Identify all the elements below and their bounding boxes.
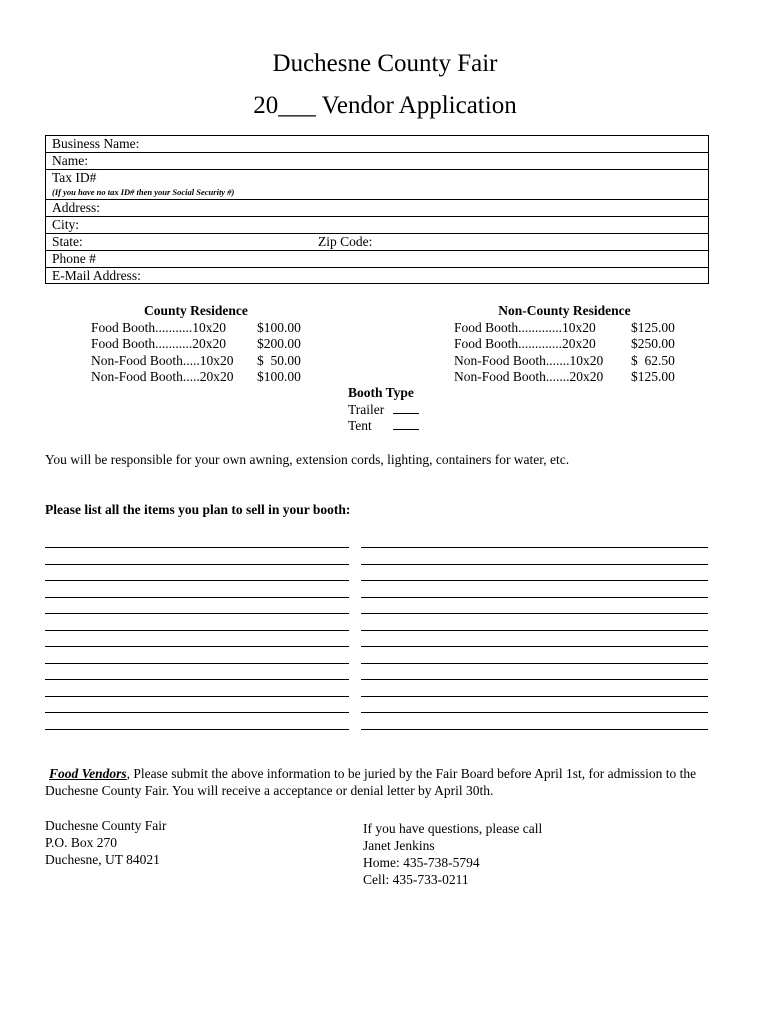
mailing-address: [45, 817, 166, 868]
fee-price: $250.00: [631, 336, 675, 351]
phone-field[interactable]: [46, 251, 708, 268]
food-vendors-text: , Please submit the above information to be juried by the Fair Board before April 1st, for admission to the: [126, 766, 697, 781]
state-zip-field[interactable]: [46, 234, 708, 251]
item-line[interactable]: [361, 663, 708, 664]
trailer-label: Trailer: [348, 401, 385, 417]
item-line[interactable]: [45, 729, 349, 730]
mailing-line: Duchesne, UT 84021: [45, 852, 160, 867]
item-line[interactable]: [45, 580, 349, 581]
fee-row: [91, 353, 301, 370]
item-line[interactable]: [361, 613, 708, 614]
tent-blank[interactable]: [393, 419, 419, 430]
fee-row: [91, 369, 301, 386]
state-label: State:: [52, 234, 83, 249]
item-line[interactable]: [45, 696, 349, 697]
tax-id-label: Tax ID#: [52, 170, 97, 185]
page-title: Duchesne County Fair: [272, 50, 498, 77]
fee-row: [454, 336, 675, 353]
fee-label: Food Booth.............10x20: [454, 319, 596, 335]
fee-price: $ 50.00: [257, 352, 301, 368]
items-prompt: Please list all the items you plan to sell in your booth:: [45, 502, 351, 517]
responsibility-note: You will be responsible for your own awning, extension cords, lighting, containers for water, etc.: [45, 452, 570, 467]
county-fees: [91, 303, 301, 386]
item-line[interactable]: [361, 597, 708, 598]
booth-tent-option: [348, 418, 419, 435]
item-line[interactable]: [361, 547, 708, 548]
booth-type-heading: Booth Type: [348, 385, 414, 400]
item-line[interactable]: [45, 679, 349, 680]
vendor-info-form: [45, 135, 709, 284]
item-line[interactable]: [361, 580, 708, 581]
fee-label: Non-Food Booth.....10x20: [91, 352, 234, 368]
fee-price: $100.00: [257, 319, 301, 335]
item-line[interactable]: [45, 663, 349, 664]
item-line[interactable]: [45, 547, 349, 548]
fee-label: Food Booth...........10x20: [91, 319, 227, 335]
mailing-line: P.O. Box 270: [45, 835, 118, 850]
item-line[interactable]: [361, 564, 708, 565]
contact-line: Janet Jenkins: [363, 838, 435, 853]
booth-type-section: [348, 385, 419, 435]
contact-line: Home: 435-738-5794: [363, 855, 480, 870]
non-county-heading: Non-County Residence: [498, 303, 631, 318]
city-label: City:: [52, 217, 80, 232]
food-vendors-label: Food Vendors: [49, 766, 127, 781]
address-field[interactable]: [46, 200, 708, 217]
name-field[interactable]: [46, 153, 708, 170]
tent-label: Tent: [348, 418, 372, 433]
fee-row: [454, 369, 675, 386]
trailer-blank[interactable]: [393, 403, 419, 414]
non-county-fees: [454, 303, 675, 386]
contact-line: If you have questions, please call: [363, 821, 543, 836]
address-label: Address:: [52, 200, 100, 215]
item-line[interactable]: [45, 564, 349, 565]
item-line[interactable]: [45, 597, 349, 598]
fee-row: [454, 320, 675, 337]
mailing-line: Duchesne County Fair: [45, 818, 167, 833]
item-line[interactable]: [361, 646, 708, 647]
name-label: Name:: [52, 153, 88, 168]
tax-id-note: (If you have no tax ID# then your Social Security #): [52, 187, 235, 197]
business-name-label: Business Name:: [52, 136, 140, 151]
fee-price: $100.00: [257, 369, 301, 384]
email-field[interactable]: [46, 268, 708, 283]
food-vendors-text-2: Duchesne County Fair. You will receive a acceptance or denial letter by April 30th.: [45, 783, 494, 798]
fee-label: Food Booth.............20x20: [454, 336, 596, 351]
fee-price: $ 62.50: [631, 352, 675, 368]
phone-label: Phone #: [52, 251, 96, 266]
food-vendors-notice: [45, 765, 725, 799]
fee-label: Food Booth...........20x20: [91, 336, 227, 351]
contact-line: Cell: 435-733-0211: [363, 872, 469, 887]
item-line[interactable]: [361, 696, 708, 697]
fee-row: [454, 353, 675, 370]
fee-price: $125.00: [631, 319, 675, 335]
item-line[interactable]: [361, 729, 708, 730]
fee-label: Non-Food Booth.....20x20: [91, 369, 234, 384]
contact-info: [363, 820, 542, 888]
fee-row: [91, 336, 301, 353]
item-line[interactable]: [361, 679, 708, 680]
item-line[interactable]: [361, 630, 708, 631]
item-line[interactable]: [361, 712, 708, 713]
city-field[interactable]: [46, 217, 708, 234]
business-name-field[interactable]: [46, 136, 708, 153]
fee-label: Non-Food Booth.......10x20: [454, 352, 604, 368]
county-heading: County Residence: [144, 303, 248, 318]
item-line[interactable]: [45, 613, 349, 614]
page-subtitle: 20___ Vendor Application: [253, 92, 517, 119]
tax-id-field[interactable]: [46, 170, 708, 200]
email-label: E-Mail Address:: [52, 268, 141, 283]
item-line[interactable]: [45, 646, 349, 647]
fee-row: [91, 320, 301, 337]
fee-price: $200.00: [257, 336, 301, 351]
item-line[interactable]: [45, 630, 349, 631]
booth-trailer-option: [348, 402, 419, 419]
item-line[interactable]: [45, 712, 349, 713]
zip-label: Zip Code:: [318, 234, 373, 249]
fee-price: $125.00: [631, 369, 675, 384]
fee-label: Non-Food Booth.......20x20: [454, 369, 604, 384]
